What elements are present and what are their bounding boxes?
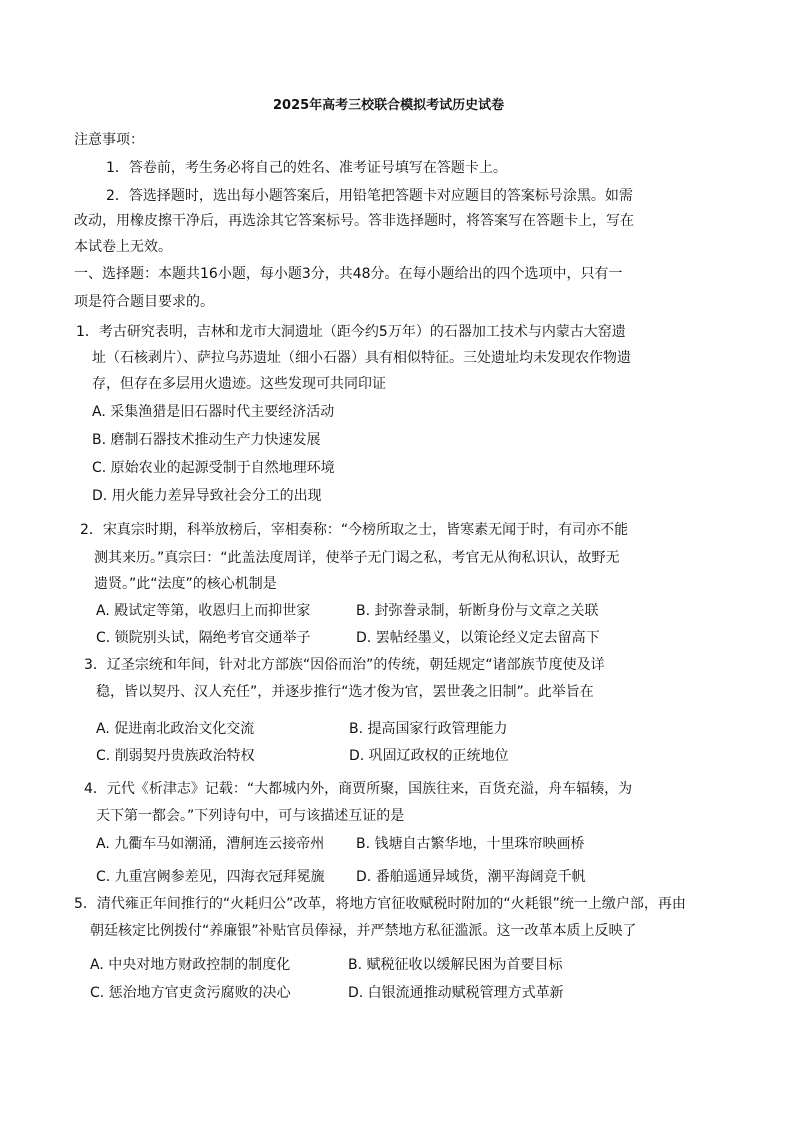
option-d: D. 巩固辽政权的正统地位 [349,748,509,764]
option-b: B. 磨制石器技术推动生产力快速发展 [92,432,321,448]
question-stem: 测其来历。”真宗曰：“此盖法度周详，使举子无门谒之私，考官无从徇私识认，故野无 [94,550,620,566]
option-a: A. 殿试定等第，收恩归上而抑世家 [96,603,311,619]
section-heading: 项是符合题目要求的。 [74,294,214,310]
option-c: C. 九重宫阙参差见，四海衣冠拜冕旒 [96,869,325,885]
question-stem [80,520,628,540]
question-stem-part: 2．宋真宗时期，科举放榜后，宰相奏称：“今榜所取之士，皆寒素无闻于时，有司亦不能 [80,522,629,538]
option-c: C. 锁院别头试，隔绝考官交通举子 [96,630,311,646]
question-stem: 1．考古研究表明，吉林和龙市大洞遗址（距今约5万年）的石器加工技术与内蒙古大窑遗 [76,324,626,340]
exam-title: 2025年高考三校联合模拟考试历史试卷 [273,98,505,113]
option-d: D. 用火能力差异导致社会分工的出现 [92,488,322,504]
question-stem: 3．辽圣宗统和年间，针对北方部族“因俗而治”的传统，朝廷规定“诸部族节度使及详 [84,657,605,673]
notice-heading: 注意事项： [74,132,144,148]
question-stem: 稳，皆以契丹、汉人充任”，并逐步推行“选才俊为官，罢世袭之旧制”。此举旨在 [96,684,594,700]
option-d: D. 白银流通推动赋税管理方式革新 [348,985,564,1001]
notice-line: 2．答选择题时，选出每小题答案后，用铅笔把答题卡对应题目的答案标号涂黑。如需 [106,188,633,204]
option-a: A. 九衢车马如潮涌，漕舸连云接帝州 [96,836,325,852]
option-c: C. 原始农业的起源受制于自然地理环境 [92,460,335,476]
question-stem: 存，但存在多层用火遗迹。这些发现可共同印证 [92,376,386,392]
question-stem: 遗贤。”此“法度”的核心机制是 [94,576,277,592]
option-d: D. 罢帖经墨义，以策论经义定去留高下 [356,630,600,646]
question-stem: 5．清代雍正年间推行的“火耗归公”改革，将地方官征收赋税时附加的“火耗银”统一上缴户部，再由 [74,896,686,912]
option-d: D. 番舶遥通异域货，潮平海阔竞千帆 [356,869,586,885]
notice-line: 本试卷上无效。 [74,239,172,255]
option-a: A. 采集渔猎是旧石器时代主要经济活动 [92,404,335,420]
option-a: A. 中央对地方财政控制的制度化 [90,957,291,973]
notice-line: 改动，用橡皮擦干净后，再选涂其它答案标号。答非选择题时，将答案写在答题卡上，写在 [74,213,634,229]
option-c: C. 惩治地方官吏贪污腐败的决心 [90,985,291,1001]
option-b: B. 提高国家行政管理能力 [349,721,508,737]
option-b: B. 赋税征收以缓解民困为首要目标 [348,957,563,973]
question-stem: 4．元代《析津志》记载：“大都城内外，商贾所聚，国族往来，百货充溢，舟车辐辏，为 [84,781,633,797]
question-stem: 天下第一都会。”下列诗句中，可与该描述互证的是 [96,808,405,824]
question-stem: 朝廷核定比例拨付“养廉银”补贴官员俸禄，并严禁地方私征滥派。这一改革本质上反映了 [90,923,637,939]
option-b: B. 封弥誊录制，斩断身份与文章之关联 [356,603,599,619]
question-stem: 址（石核剥片）、萨拉乌苏遗址（细小石器）具有相似特征。三处遗址均未发现农作物遗 [92,350,631,366]
notice-line: 1．答卷前，考生务必将自己的姓名、准考证号填写在答题卡上。 [106,160,507,176]
option-c: C. 削弱契丹贵族政治特权 [96,748,255,764]
option-b: B. 钱塘自古繁华地，十里珠帘映画桥 [356,836,585,852]
section-heading: 一、选择题：本题共16小题，每小题3分，共48分。在每小题给出的四个选项中，只有一 [74,266,623,282]
option-a: A. 促进南北政治文化交流 [96,721,255,737]
